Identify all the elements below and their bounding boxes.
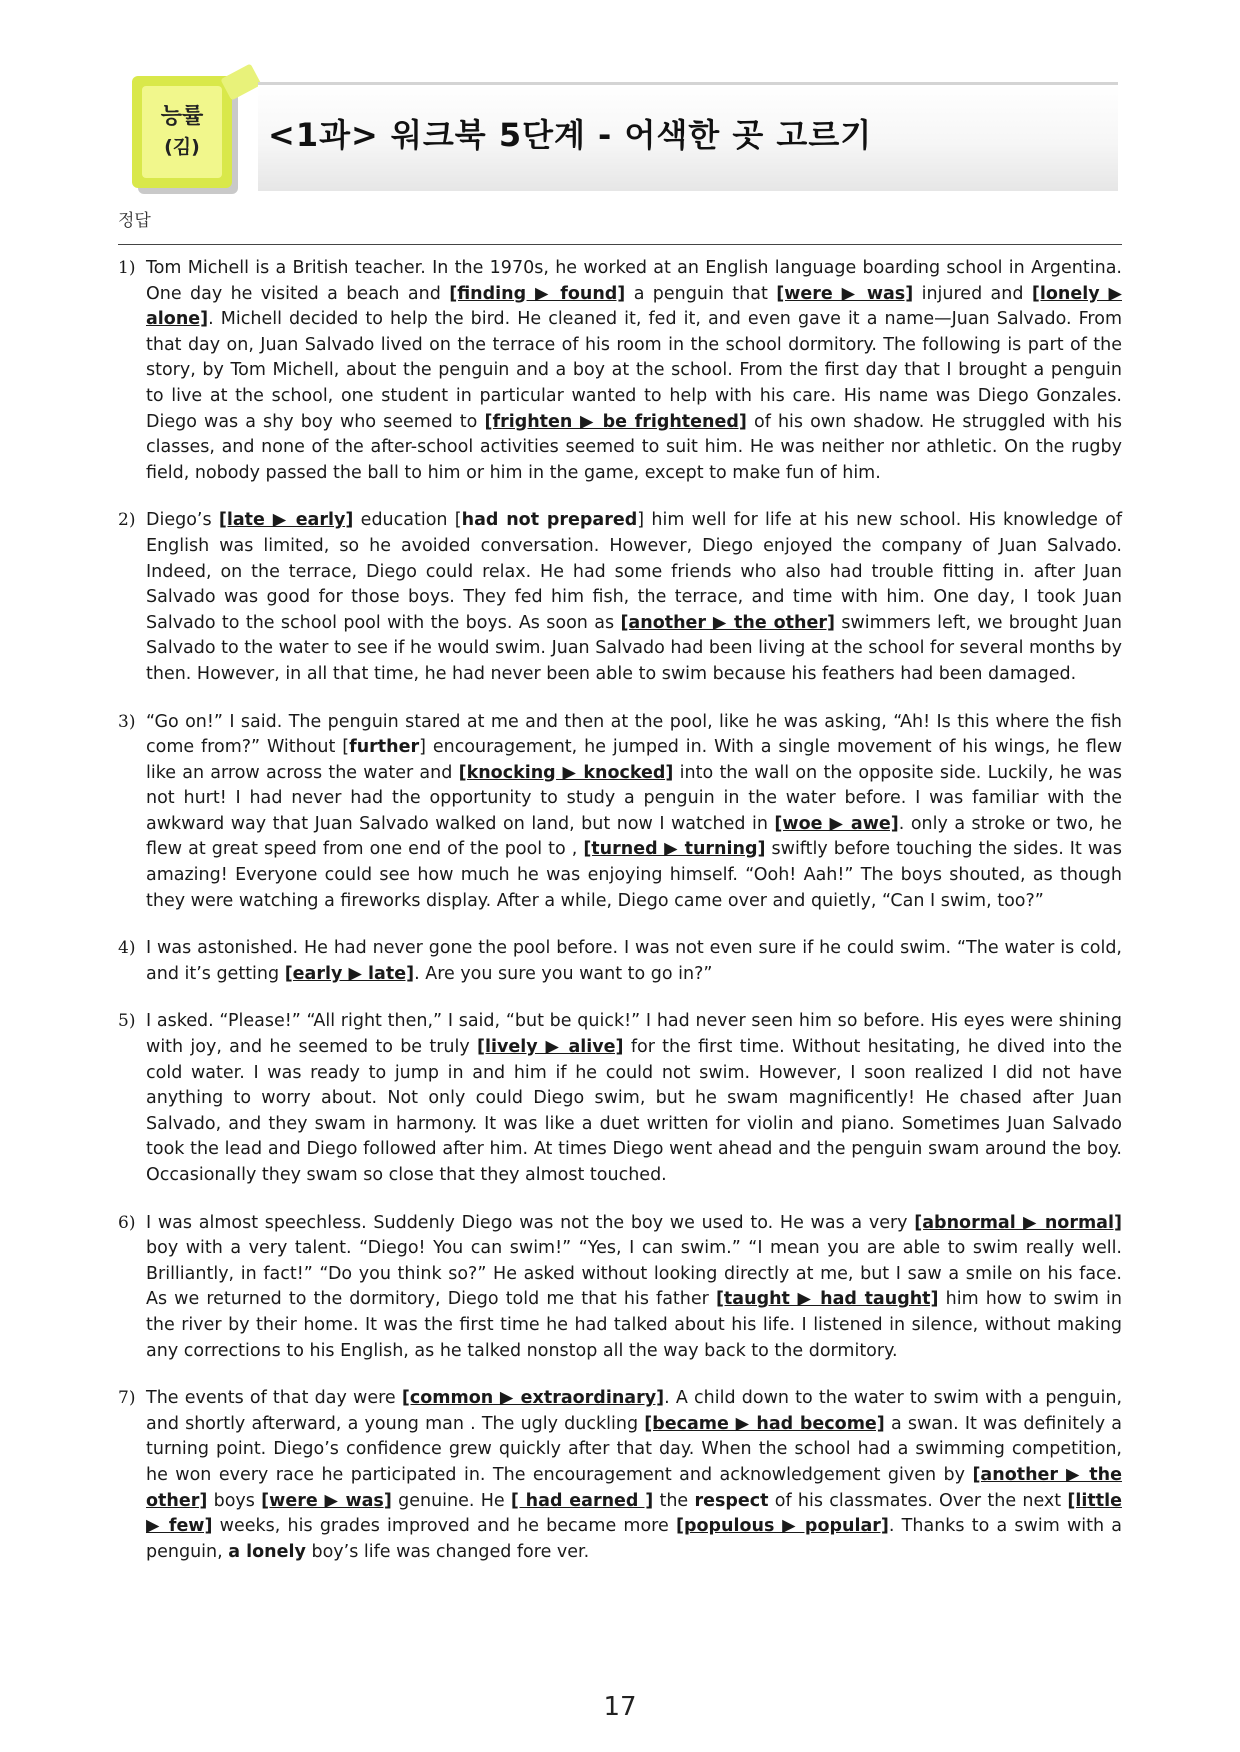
answer-correction: [were ▶ was]	[261, 1490, 392, 1511]
divider	[118, 244, 1122, 245]
text-segment: him how to swim in the river by their home. It was the first time he had talked about his life. I listened in silence, without making any corrections to his English, as he talked nonstop all the way back to the dormitory.	[146, 1289, 1122, 1361]
answer-correction: [turned ▶ turning]	[583, 839, 766, 860]
text-segment: “Go on!” I said. The penguin stared at me and then at the pool, like he was asking, “Ah! Is this where the fish come from?” Without [	[146, 711, 1122, 758]
page-number: 17	[603, 1692, 637, 1722]
paragraph-number: 7)	[118, 1388, 136, 1409]
paragraph-number: 1)	[118, 258, 136, 278]
text-segment: . A child down to the water to swim with a penguin, and shortly afterward, a young man . The ugly duckling	[146, 1388, 1123, 1434]
answer-paragraph	[118, 936, 1122, 987]
answer-correction: [another ▶ the other]	[146, 1464, 1122, 1511]
text-segment: of his classmates. Over the next	[768, 1490, 1068, 1511]
bold-phrase: had not prepared	[461, 510, 638, 531]
answer-correction: [late ▶ early]	[218, 510, 354, 531]
text-segment: swimmers left, we brought Juan Salvado to the water to see if he would swim. Juan Salvado had been living at the school for several months by then. However, in all that time, he had never been able to swim because his feathers had been damaged.	[146, 612, 1122, 684]
answer-correction: [early ▶ late]	[284, 963, 415, 984]
paragraph-text	[146, 508, 1122, 687]
answer-label: 정답	[118, 211, 151, 231]
paragraph-text	[146, 1211, 1122, 1365]
badge-label	[142, 86, 222, 178]
paragraph-number: 4)	[118, 938, 136, 959]
answer-content	[118, 256, 1122, 1587]
text-segment: boy’s life was changed fore ver.	[305, 1541, 590, 1562]
answer-correction: [frighten ▶ be frightened]	[484, 411, 747, 432]
answer-paragraph	[118, 256, 1122, 486]
text-segment: boys	[207, 1490, 262, 1511]
text-segment: boy with a very talent. “Diego! You can swim!” “Yes, I can swim.” “I mean you are able to swim really well. Brilliantly, in fact!” “Do you think so?” He asked without looking directly at me, but I saw a smile on his face. As we returned to the dormitory, Diego told me that his father	[146, 1238, 1122, 1310]
paragraph-number: 3)	[118, 711, 136, 732]
badge-tab-decoration	[220, 63, 261, 100]
text-segment: the	[653, 1490, 695, 1511]
paragraph-text	[146, 1386, 1122, 1565]
answer-correction: [ had earned ]	[510, 1490, 654, 1511]
answer-correction: [taught ▶ had taught]	[715, 1289, 939, 1310]
text-segment: Diego’s	[146, 510, 219, 531]
answer-correction: [little ▶ few]	[146, 1490, 1122, 1537]
paragraph-number: 6)	[118, 1212, 136, 1233]
text-segment: Tom Michell is a British teacher. In the 1970s, he worked at an English language boarding school in Argentina. One day he visited a beach and	[146, 258, 1122, 304]
text-segment: a swan. It was definitely a turning point. Diego’s confidence grew quickly after that day. When the school had a swimming competition, he won every race he participated in. The encouragement and acknowledgement given by	[146, 1413, 1122, 1485]
text-segment: . only a stroke or two, he flew at great speed from one end of the pool to ,	[146, 813, 1123, 860]
bold-phrase: further	[349, 737, 420, 758]
text-segment: ] encouragement, he jumped in. With a single movement of his wings, he flew like an arrow across the water and	[146, 737, 1123, 783]
paragraph-text	[146, 256, 1122, 486]
text-segment: I was almost speechless. Suddenly Diego was not the boy we used to. He was a very	[146, 1212, 915, 1233]
answer-correction: [lively ▶ alive]	[477, 1037, 624, 1058]
text-segment: The events of that day were	[146, 1388, 402, 1409]
answer-correction: [knocking ▶ knocked]	[458, 762, 674, 783]
paragraph-text	[146, 1009, 1122, 1188]
text-segment: education [	[353, 510, 462, 531]
text-segment: for the first time. Without hesitating, he dived into the cold water. I was ready to jump in and him if he could not swim. However, I soon realized I did not have anything to worry about. Not only could Diego swim, but he swam magnificently! He chased after Juan Salvado, and they swam in harmony. It was like a duet written for violin and piano. Sometimes Juan Salvado took the lead and Diego followed after him. At times Diego went ahead and the penguin swam around the boy. Occasionally they swam so close that they almost touched.	[146, 1037, 1122, 1185]
text-segment: I asked. “Please!” “All right then,” I said, “but be quick!” I had never seen him so before. His eyes were shining with joy, and he seemed to be truly	[146, 1011, 1122, 1058]
text-segment: swiftly before touching the sides. It was amazing! Everyone could see how much he was enjoying himself. “Ooh! Aah!” The boys shouted, as though they were watching a fireworks display. After a while, Diego came over and quietly, “Can I swim, too?”	[146, 839, 1122, 911]
answer-correction: [lonely ▶ alone]	[146, 283, 1122, 330]
badge-author: (김)	[164, 136, 200, 158]
text-segment: weeks, his grades improved and he became more	[212, 1516, 676, 1537]
text-segment: . Are you sure you want to go in?”	[414, 963, 713, 984]
answer-paragraph	[118, 710, 1122, 915]
bold-phrase: respect	[694, 1490, 769, 1511]
paragraph-text	[146, 710, 1122, 915]
text-segment: of his own shadow. He struggled with his classes, and none of the after-school activities seemed to suit him. He was neither nor athletic. On the rugby field, nobody passed the ball to him or him in the game, except to make fun of him.	[146, 411, 1122, 483]
bold-phrase: a lonely	[228, 1541, 306, 1562]
answer-correction: [finding ▶ found]	[449, 283, 626, 304]
answer-correction: [became ▶ had become]	[644, 1413, 885, 1434]
paragraph-number: 2)	[118, 510, 136, 531]
paragraph-text	[146, 936, 1122, 987]
text-segment: . Thanks to a swim with a penguin,	[146, 1516, 1123, 1562]
answer-correction: [common ▶ extraordinary]	[401, 1388, 665, 1409]
text-segment: a penguin that	[625, 283, 777, 304]
answer-correction: [woe ▶ awe]	[774, 813, 899, 834]
answer-paragraph	[118, 508, 1122, 687]
answer-correction: [populous ▶ popular]	[675, 1516, 889, 1537]
page-title: <1과> 워크북 5단계 - 어색한 곳 고르기	[268, 116, 873, 154]
text-segment: injured and	[913, 283, 1032, 304]
text-segment: genuine. He	[391, 1490, 511, 1511]
answer-correction: [were ▶ was]	[776, 283, 914, 304]
page-header	[118, 68, 1118, 196]
answer-paragraph	[118, 1211, 1122, 1365]
publisher-badge	[132, 76, 232, 188]
badge-publisher: 능률	[160, 104, 204, 129]
text-segment: . Michell decided to help the bird. He cleaned it, fed it, and even gave it a name—Juan Salvado. From that day on, Juan Salvado lived on the terrace of his room in the school dormitory. The following is part of the story, by Tom Michell, about the penguin and a boy at the school. From the first day that I brought a penguin to live at the school, one student in particular wanted to help with his care. His name was Diego Gonzales. Diego was a shy boy who seemed to	[146, 309, 1122, 432]
answer-paragraph	[118, 1386, 1122, 1565]
answer-correction: [another ▶ the other]	[620, 612, 835, 633]
paragraph-number: 5)	[118, 1011, 136, 1032]
answer-paragraph	[118, 1009, 1122, 1188]
answer-correction: [abnormal ▶ normal]	[914, 1212, 1122, 1233]
text-segment: ] him well for life at his new school. His knowledge of English was limited, so he avoided conversation. However, Diego enjoyed the company of Juan Salvado. Indeed, on the terrace, Diego could relax. He had some friends who also had trouble fitting in. after Juan Salvado was good for those boys. They fed him fish, the terrace, and time with him. One day, I took Juan Salvado to the school pool with the boys. As soon as	[146, 510, 1122, 633]
text-segment: I was astonished. He had never gone the pool before. I was not even sure if he could swim. “The water is cold, and it’s getting	[146, 938, 1122, 984]
text-segment: into the wall on the opposite side. Luckily, he was not hurt! I had never had the opportunity to study a penguin in the water before. I was familiar with the awkward way that Juan Salvado walked on land, but now I watched in	[146, 762, 1123, 834]
